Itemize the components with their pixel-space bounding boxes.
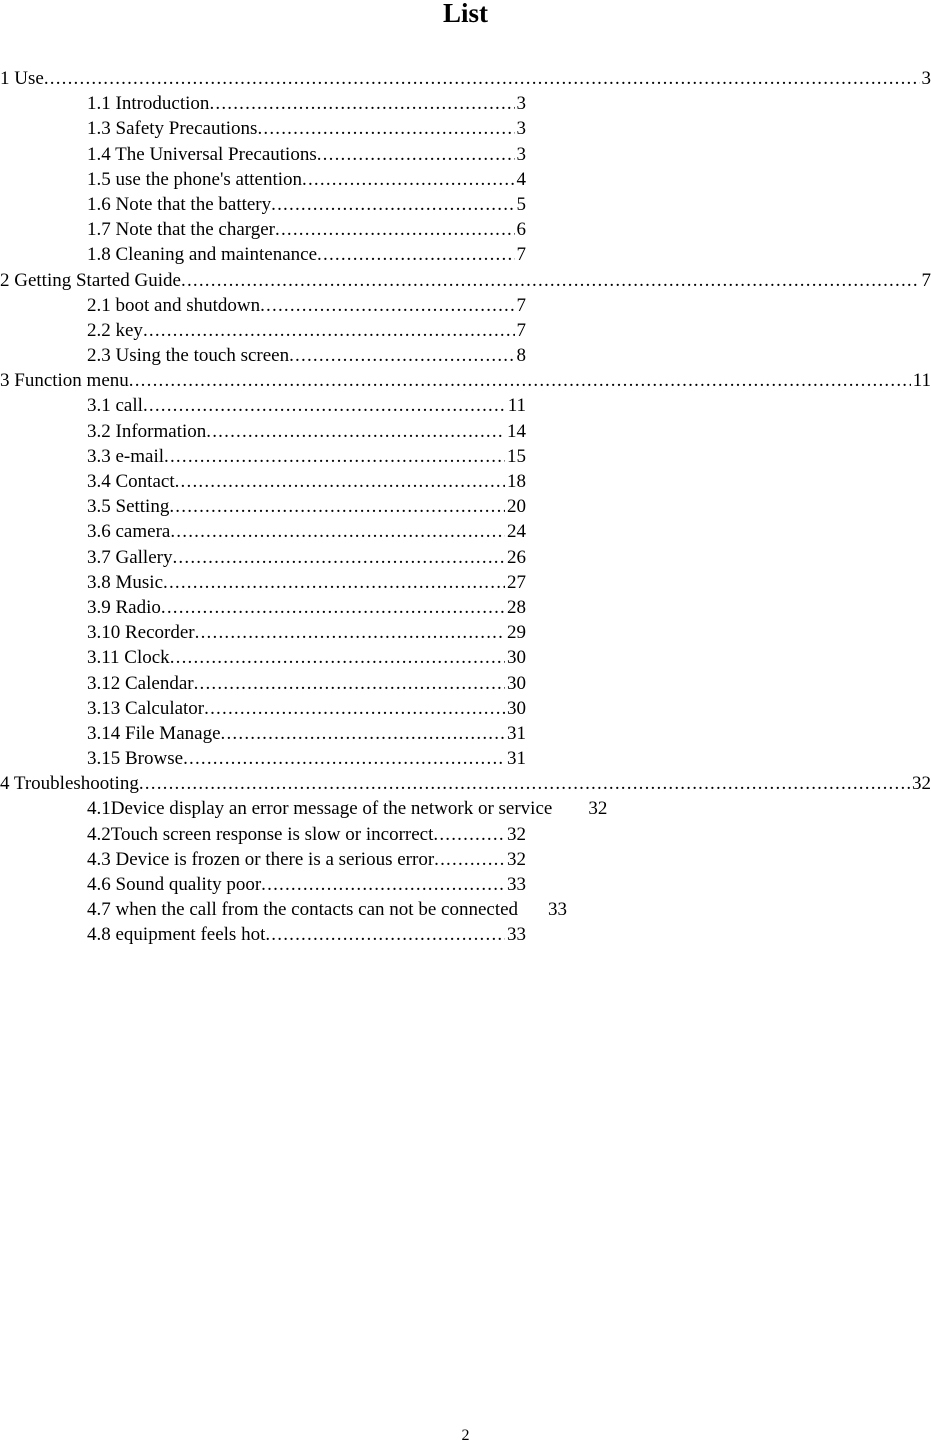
toc-entry-page: 7 (515, 242, 527, 267)
toc-leader-dots (221, 721, 505, 746)
toc-entry-page: 32 (586, 796, 607, 821)
toc-entry-label: 3.13 Calculator (87, 696, 204, 721)
table-of-contents (0, 66, 931, 948)
toc-entry-page: 27 (505, 570, 526, 595)
toc-entry-page: 7 (920, 268, 931, 293)
page-title: List (0, 0, 931, 30)
toc-entry-page: 11 (506, 393, 526, 418)
toc-entry[interactable] (0, 444, 526, 469)
toc-entry-page: 31 (505, 721, 526, 746)
toc-leader-dots (170, 519, 505, 544)
toc-entry[interactable] (0, 66, 931, 91)
toc-leader-dots (289, 343, 514, 368)
toc-entry-label: 4.6 Sound quality poor (87, 872, 261, 897)
toc-entry[interactable] (0, 91, 526, 116)
toc-entry-label: 3.4 Contact (87, 469, 175, 494)
toc-entry-page: 30 (505, 671, 526, 696)
toc-entry-label: 4.2Touch screen response is slow or incorrect (87, 822, 433, 847)
toc-entry-label: 3 Function menu (0, 368, 129, 393)
toc-entry-label: 3.3 e-mail (87, 444, 164, 469)
toc-entry-page: 30 (505, 645, 526, 670)
toc-entry[interactable] (0, 620, 526, 645)
toc-entry-page: 33 (546, 897, 567, 922)
toc-entry-label: 1.3 Safety Precautions (87, 116, 257, 141)
toc-entry-label: 4 Troubleshooting (0, 771, 139, 796)
toc-entry-page: 20 (505, 494, 526, 519)
toc-entry-label: 4.8 equipment feels hot (87, 922, 265, 947)
toc-leader-dots (44, 66, 920, 91)
toc-entry-label: 2 Getting Started Guide (0, 268, 181, 293)
toc-leader-dots (183, 746, 505, 771)
toc-entry[interactable] (0, 116, 526, 141)
toc-entry-label: 3.7 Gallery (87, 545, 172, 570)
toc-entry-label: 1.5 use the phone's attention (87, 167, 302, 192)
toc-leader-dots (194, 671, 505, 696)
toc-entry-label: 2.3 Using the touch screen (87, 343, 289, 368)
toc-leader-dots (434, 847, 505, 872)
toc-entry[interactable] (0, 242, 526, 267)
toc-entry[interactable] (0, 419, 526, 444)
toc-leader-dots (175, 469, 505, 494)
toc-leader-dots (204, 696, 505, 721)
toc-entry[interactable] (0, 167, 526, 192)
toc-entry[interactable] (0, 192, 526, 217)
toc-entry-label: 1.8 Cleaning and maintenance (87, 242, 317, 267)
toc-entry-page: 8 (515, 343, 527, 368)
toc-entry[interactable] (0, 268, 931, 293)
toc-entry[interactable] (0, 645, 526, 670)
toc-leader-dots (317, 242, 514, 267)
toc-entry-page: 5 (515, 192, 527, 217)
toc-leader-dots (181, 268, 920, 293)
toc-leader-dots (163, 570, 505, 595)
toc-entry[interactable] (0, 318, 526, 343)
toc-entry[interactable] (0, 922, 526, 947)
toc-entry-label: 3.5 Setting (87, 494, 169, 519)
toc-entry[interactable] (0, 368, 931, 393)
toc-entry-label: 4.3 Device is frozen or there is a serious error (87, 847, 434, 872)
toc-entry[interactable] (0, 595, 526, 620)
toc-leader-dots (143, 318, 515, 343)
toc-leader-dots (265, 922, 505, 947)
toc-entry-page: 33 (505, 872, 526, 897)
toc-entry-label: 3.6 camera (87, 519, 170, 544)
toc-leader-dots (257, 116, 514, 141)
toc-entry-label: 3.15 Browse (87, 746, 183, 771)
toc-entry-page: 7 (515, 318, 527, 343)
toc-entry-page: 4 (515, 167, 527, 192)
toc-leader-dots (172, 545, 505, 570)
toc-entry[interactable] (0, 746, 526, 771)
toc-entry[interactable] (0, 721, 526, 746)
toc-entry-page: 3 (515, 91, 527, 116)
toc-entry-label: 1.6 Note that the battery (87, 192, 271, 217)
toc-entry[interactable] (0, 519, 526, 544)
toc-entry[interactable] (0, 771, 931, 796)
toc-entry-page: 24 (505, 519, 526, 544)
toc-entry-page: 30 (505, 696, 526, 721)
toc-entry[interactable] (0, 217, 526, 242)
toc-entry[interactable] (0, 847, 526, 872)
toc-entry-label: 4.7 when the call from the contacts can not be connected (87, 897, 518, 922)
toc-entry-page: 26 (505, 545, 526, 570)
toc-entry[interactable] (0, 822, 526, 847)
toc-entry-page: 7 (515, 293, 527, 318)
page-number: 2 (0, 1426, 931, 1446)
toc-entry-label: 1.4 The Universal Precautions (87, 142, 317, 167)
toc-entry-label: 1 Use (0, 66, 44, 91)
toc-entry-label: 4.1Device display an error message of the network or service (87, 796, 552, 821)
toc-entry[interactable] (0, 393, 526, 418)
toc-entry[interactable] (0, 696, 526, 721)
toc-leader-dots (209, 91, 514, 116)
toc-entry[interactable] (0, 293, 526, 318)
toc-entry-page: 32 (910, 771, 931, 796)
toc-entry-label: 3.11 Clock (87, 645, 170, 670)
toc-entry-page: 32 (505, 822, 526, 847)
toc-entry[interactable] (0, 872, 526, 897)
toc-leader-dots (161, 595, 505, 620)
toc-leader-dots (261, 872, 505, 897)
toc-entry-page: 6 (515, 217, 527, 242)
toc-entry-label: 2.1 boot and shutdown (87, 293, 260, 318)
toc-leader-dots (169, 494, 505, 519)
toc-entry-page: 15 (505, 444, 526, 469)
toc-leader-dots (271, 192, 514, 217)
toc-entry-label: 2.2 key (87, 318, 143, 343)
toc-entry-label: 3.8 Music (87, 570, 163, 595)
toc-leader-dots (143, 393, 506, 418)
toc-entry[interactable] (0, 570, 526, 595)
toc-entry-page: 32 (505, 847, 526, 872)
toc-leader-dots (195, 620, 505, 645)
toc-leader-dots (260, 293, 514, 318)
toc-leader-dots (433, 822, 505, 847)
toc-leader-dots (206, 419, 505, 444)
toc-entry-label: 1.7 Note that the charger (87, 217, 275, 242)
toc-leader-dots (317, 142, 515, 167)
toc-entry-label: 3.10 Recorder (87, 620, 195, 645)
toc-entry-page: 28 (505, 595, 526, 620)
toc-entry-label: 3.1 call (87, 393, 143, 418)
toc-entry-label: 3.14 File Manage (87, 721, 221, 746)
toc-entry-label: 3.9 Radio (87, 595, 161, 620)
toc-entry[interactable] (0, 343, 526, 368)
toc-entry[interactable] (0, 494, 526, 519)
toc-entry[interactable] (0, 142, 526, 167)
toc-entry-label: 3.2 Information (87, 419, 206, 444)
toc-entry[interactable] (0, 796, 931, 821)
toc-entry[interactable] (0, 897, 931, 922)
toc-leader-dots (275, 217, 515, 242)
toc-leader-dots (302, 167, 514, 192)
toc-entry-page: 3 (515, 116, 527, 141)
toc-leader-dots (129, 368, 911, 393)
toc-entry[interactable] (0, 545, 526, 570)
toc-entry-page: 3 (515, 142, 527, 167)
toc-entry-page: 18 (505, 469, 526, 494)
toc-entry-page: 3 (920, 66, 931, 91)
toc-entry[interactable] (0, 469, 526, 494)
toc-entry-label: 1.1 Introduction (87, 91, 209, 116)
toc-leader-dots (170, 645, 505, 670)
toc-entry-page: 11 (911, 368, 931, 393)
toc-entry-page: 31 (505, 746, 526, 771)
toc-leader-dots (139, 771, 910, 796)
toc-entry-page: 29 (505, 620, 526, 645)
toc-leader-dots (164, 444, 505, 469)
toc-entry-label: 3.12 Calendar (87, 671, 194, 696)
toc-entry-page: 14 (505, 419, 526, 444)
toc-entry[interactable] (0, 671, 526, 696)
toc-entry-page: 33 (505, 922, 526, 947)
